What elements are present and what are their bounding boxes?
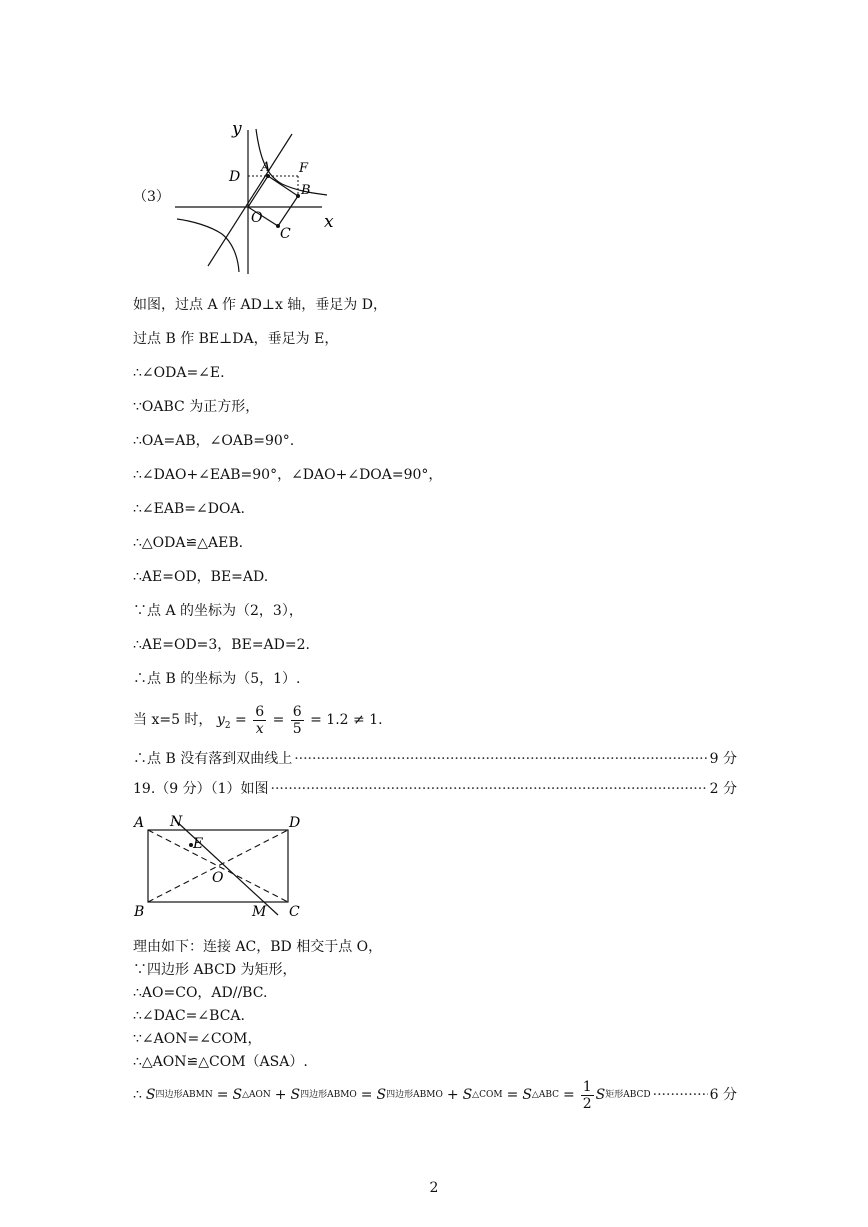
label-d: D bbox=[289, 815, 301, 831]
label-o: O bbox=[212, 870, 224, 886]
solution-line-4: ∵OABC 为正方形， bbox=[133, 399, 260, 415]
q19-score: 2 分 bbox=[709, 781, 737, 797]
label-c: C bbox=[289, 904, 300, 920]
therefore-symbol: ∴ bbox=[133, 1087, 142, 1103]
area-subscript: △ABC bbox=[531, 1090, 559, 1100]
y2-symbol: y bbox=[216, 712, 225, 728]
solution-line-2: 过点 B 作 BE⊥DA，垂足为 E， bbox=[133, 331, 339, 347]
reason-line-3: ∴AO=CO，AD//BC. bbox=[133, 985, 268, 1001]
conclusion-row bbox=[133, 750, 737, 768]
solution-line-7: ∴∠EAB=∠DOA. bbox=[133, 501, 245, 517]
part3-label: （3） bbox=[133, 189, 170, 205]
fraction-6-over-5: $\frac{6}{5}$ bbox=[292, 703, 302, 737]
conclusion-text: ∴点 B 没有落到双曲线上 bbox=[133, 751, 293, 767]
area-symbol: S bbox=[522, 1087, 532, 1103]
label-b: B bbox=[301, 183, 311, 198]
rectangle-figure bbox=[130, 810, 330, 920]
area-symbol: S bbox=[595, 1087, 606, 1103]
leader-dots bbox=[271, 780, 708, 798]
solution-line-6: ∴∠DAO+∠EAB=90°，∠DAO+∠DOA=90°， bbox=[133, 467, 443, 483]
point-b bbox=[296, 194, 300, 198]
label-y: y bbox=[232, 119, 242, 139]
plus: + bbox=[446, 1087, 459, 1103]
solution-line-3: ∴∠ODA=∠E. bbox=[133, 365, 225, 381]
area-symbol: S bbox=[145, 1087, 156, 1103]
q19-row bbox=[133, 780, 737, 798]
label-a: A bbox=[261, 160, 271, 175]
label-o: O bbox=[251, 210, 263, 226]
when-x-line bbox=[133, 700, 383, 740]
final-equation-row bbox=[133, 1075, 737, 1115]
area-subscript: △COM bbox=[472, 1090, 503, 1100]
area-subscript: 四边形ABMO bbox=[300, 1090, 357, 1100]
area-subscript: △AON bbox=[242, 1090, 271, 1100]
label-n: N bbox=[170, 814, 183, 830]
when-prefix: 当 x=5 时， bbox=[133, 712, 213, 728]
fraction-one-half: $\frac{1}{2}$ bbox=[582, 1078, 592, 1112]
line-through-origin bbox=[208, 134, 292, 266]
solution-line-10: ∵点 A 的坐标为（2，3）， bbox=[133, 603, 303, 619]
label-f: F bbox=[299, 161, 309, 176]
label-d: D bbox=[229, 169, 241, 185]
label-e: E bbox=[193, 836, 204, 852]
line-mn bbox=[175, 820, 278, 915]
label-a: A bbox=[134, 815, 145, 831]
solution-line-8: ∴△ODA≌△AEB. bbox=[133, 535, 244, 551]
q19-text: 19.（9 分）（1）如图 bbox=[133, 781, 269, 797]
label-b: B bbox=[134, 904, 145, 920]
area-subscript: 四边形ABMN bbox=[155, 1090, 213, 1100]
solution-line-5: ∴OA=AB，∠OAB=90°. bbox=[133, 433, 295, 449]
area-symbol: S bbox=[290, 1087, 301, 1103]
label-c: C bbox=[280, 226, 291, 242]
area-symbol: S bbox=[232, 1087, 243, 1103]
eq: = bbox=[563, 1087, 575, 1103]
eq: = bbox=[506, 1087, 519, 1103]
y2-subscript: 2 bbox=[224, 721, 231, 731]
solution-line-12: ∴点 B 的坐标为（5，1）. bbox=[133, 671, 301, 687]
solution-line-9: ∴AE=OD，BE=AD. bbox=[133, 569, 269, 585]
hyperbola-square-figure bbox=[172, 114, 372, 274]
plus: + bbox=[274, 1087, 287, 1103]
hyperbola-branch-2 bbox=[177, 219, 239, 272]
label-x: x bbox=[324, 212, 334, 232]
solution-line-11: ∴AE=OD=3，BE=AD=2. bbox=[133, 637, 310, 653]
eq-sign-1: = bbox=[235, 712, 247, 728]
final-score: 6 分 bbox=[709, 1087, 737, 1103]
area-symbol: S bbox=[462, 1087, 473, 1103]
area-subscript: 四边形ABMO bbox=[386, 1090, 443, 1100]
conclusion-score: 9 分 bbox=[709, 751, 737, 767]
result-text: = 1.2 ≠ 1. bbox=[310, 712, 383, 728]
reason-line-5: ∵∠AON=∠COM， bbox=[133, 1031, 262, 1047]
leader-dots bbox=[653, 1075, 708, 1115]
fraction-6-over-x: $\frac{6}{x}$ bbox=[255, 703, 265, 737]
eq: = bbox=[360, 1087, 373, 1103]
eq: = bbox=[216, 1087, 229, 1103]
leader-dots bbox=[294, 750, 707, 768]
reason-line-4: ∴∠DAC=∠BCA. bbox=[133, 1008, 245, 1024]
page-number: 2 bbox=[429, 1180, 439, 1196]
label-m: M bbox=[252, 904, 267, 920]
area-symbol: S bbox=[376, 1087, 387, 1103]
solution-line-1: 如图，过点 A 作 AD⊥x 轴，垂足为 D， bbox=[133, 297, 387, 313]
reason-line-1: 理由如下：连接 AC，BD 相交于点 O， bbox=[133, 939, 383, 955]
reason-line-6: ∴△AON≌△COM（ASA）. bbox=[133, 1054, 308, 1070]
eq-sign-2: = bbox=[272, 712, 285, 728]
reason-line-2: ∵四边形 ABCD 为矩形， bbox=[133, 962, 297, 978]
area-subscript: 矩形ABCD bbox=[605, 1090, 651, 1100]
